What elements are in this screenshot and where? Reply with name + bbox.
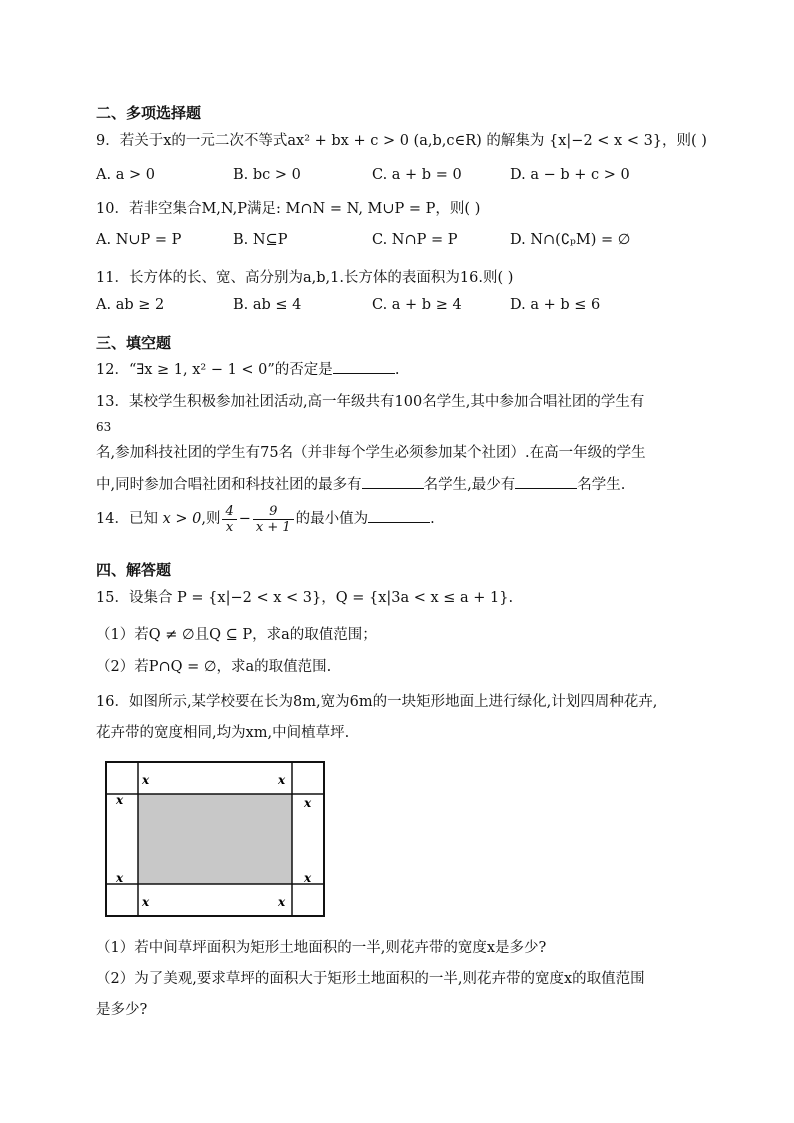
q16-part2-line1: （2）为了美观,要求草坪的面积大于矩形土地面积的一半,则花卉带的宽度x的取值范围 — [96, 971, 645, 987]
q13-line1: 13．某校学生积极参加社团活动,高一年级共有100名学生,其中参加合唱社团的学生有 — [96, 394, 645, 410]
q13-answer-blank-max[interactable] — [362, 476, 424, 489]
q16-part1: （1）若中间草坪面积为矩形土地面积的一半,则花卉带的宽度x是多少? — [96, 940, 547, 956]
q9-option-a: A. a > 0 — [96, 167, 155, 183]
lawn-area — [138, 794, 292, 884]
q10-stem: 10．若非空集合M,N,P满足: M∩N = N, M∪P = P，则( ) — [96, 201, 481, 217]
q9-option-d: D. a − b + c > 0 — [510, 167, 630, 183]
section-title-multiple-choice: 二、多项选择题 — [96, 104, 202, 122]
q16-line1: 16．如图所示,某学校要在长为8m,宽为6m的一块矩形地面上进行绿化,计划四周种花卉, — [96, 694, 658, 710]
width-label: x — [304, 796, 312, 810]
q13-text-a: 中,同时参加合唱社团和科技社团的最多有 — [96, 477, 362, 493]
width-label: x — [278, 895, 286, 909]
q11-option-d: D. a + b ≤ 6 — [510, 297, 601, 313]
width-label: x — [142, 773, 150, 787]
q16-part2-line2: 是多少? — [96, 1002, 148, 1018]
q11-option-c: C. a + b ≥ 4 — [372, 297, 462, 313]
q14-end: . — [430, 511, 435, 527]
q14-minus: − — [238, 511, 251, 527]
section-title-problems: 四、解答题 — [96, 561, 172, 579]
q14-text-post: 的最小值为 — [295, 511, 369, 527]
q9-option-b: B. bc > 0 — [233, 167, 301, 183]
q12-answer-blank[interactable] — [333, 361, 395, 374]
q12 — [96, 358, 399, 379]
q10-option-a: A. N∪P = P — [96, 232, 182, 248]
q11-option-a: A. ab ≥ 2 — [96, 297, 165, 313]
q11-option-b: B. ab ≤ 4 — [233, 297, 302, 313]
q10-option-d: D. N∩(∁ₚM) = ∅ — [510, 232, 631, 248]
section-title-fill-in: 三、填空题 — [96, 334, 172, 352]
q13-text-c: 名学生. — [577, 477, 626, 493]
q14-fraction-2: $\frac{9}{x + 1}$ — [253, 504, 294, 535]
q14-answer-blank[interactable] — [368, 510, 430, 523]
q15-part2: （2）若P∩Q = ∅，求a的取值范围. — [96, 659, 332, 675]
q13-line2: 63 — [96, 420, 112, 434]
q11-stem: 11．长方体的长、宽、高分别为a,b,1.长方体的表面积为16.则( ) — [96, 270, 514, 286]
q16-figure-rectangular-plot — [104, 760, 328, 920]
q12-end: . — [394, 362, 400, 378]
q14-fraction-1: $\frac{4}{x}$ — [222, 504, 236, 535]
q13-answer-blank-min[interactable] — [515, 476, 577, 489]
q15-stem: 15．设集合 P = {x|−2 < x < 3}，Q = {x|3a < x ≤ a + 1}. — [96, 590, 514, 606]
q12-text: 12．“∃x ≥ 1, x² − 1 < 0”的否定是 — [96, 362, 333, 378]
width-label: x — [116, 793, 124, 807]
q9-stem: 9．若关于x的一元二次不等式ax² + bx + c > 0 (a,b,c∈R) 的解集为 {x|−2 < x < 3}，则( ) — [96, 133, 707, 149]
q14-text-mid: ,则 — [201, 511, 221, 527]
q14 — [96, 500, 435, 538]
width-label: x — [278, 773, 286, 787]
q10-option-b: B. N⊆P — [233, 232, 288, 248]
q9-option-c: C. a + b = 0 — [372, 167, 462, 183]
width-label: x — [142, 895, 150, 909]
q14-condition: x > 0 — [162, 511, 202, 527]
q13-text-b: 名学生,最少有 — [423, 477, 516, 493]
width-label: x — [116, 871, 124, 885]
q10-option-c: C. N∩P = P — [372, 232, 458, 248]
width-label: x — [304, 871, 312, 885]
q15-part1: （1）若Q ≠ ∅且Q ⊆ P，求a的取值范围； — [96, 627, 377, 643]
q16-line2: 花卉带的宽度相同,均为xm,中间植草坪. — [96, 725, 350, 741]
q14-text-pre: 14．已知 — [96, 511, 158, 527]
q13-line3: 名,参加科技社团的学生有75名（并非每个学生必须参加某个社团）.在高一年级的学生 — [96, 445, 646, 461]
q13-line4 — [96, 473, 625, 494]
